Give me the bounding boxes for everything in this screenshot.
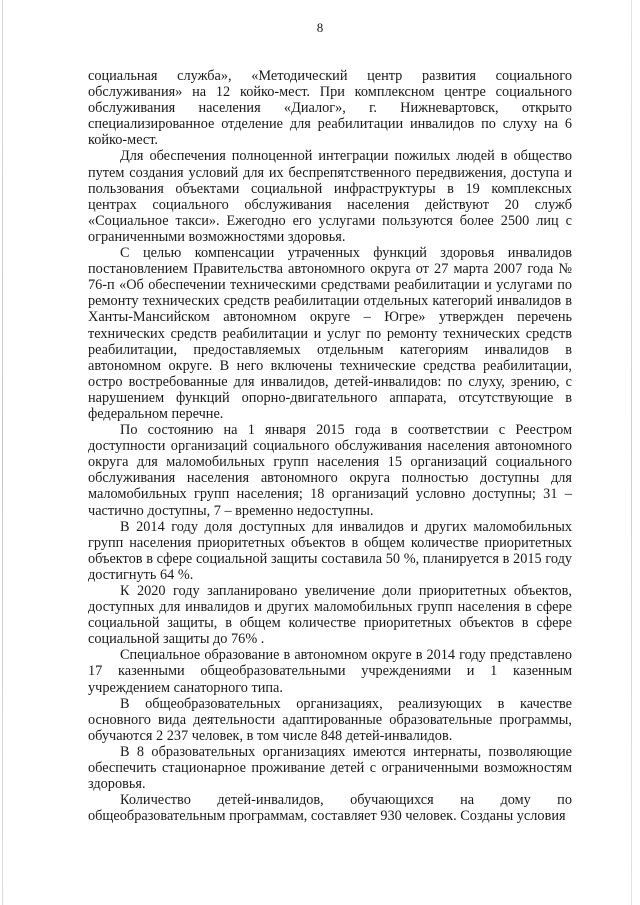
document-body <box>88 68 572 824</box>
paragraph-8: В общеобразовательных организациях, реализующих в качестве основного вида деятельности адаптированные образовательные программы, обучаются 2 237 человек, в том числе 848 детей-инвалидов. <box>88 695 572 744</box>
paragraph-4: По состоянию на 1 января 2015 года в соответствии с Реестром доступности организаций социального обслуживания населения автономного округа для маломобильных групп населения 15 организаций социального обслуживания населения автономного округа полностью доступны для маломобильных групп населения; 18 организаций условно доступны; 31 – частично доступны, 7 – временно недоступны. <box>88 422 572 519</box>
paragraph-6: К 2020 году запланировано увеличение доли приоритетных объектов, доступных для инвалидов и других маломобильных групп населения в сфере социальной защиты, в общем количестве приоритетных объектов в сфере социальной защиты до 76% . <box>88 583 572 648</box>
paragraph-9: В 8 образовательных организациях имеются интернаты, позволяющие обеспечить стационарное проживание детей с ограниченными возможностям здоровья. <box>88 743 572 793</box>
scan-edge-left <box>2 0 3 905</box>
paragraph-5: В 2014 году доля доступных для инвалидов и других маломобильных групп населения приоритетных объектов в общем количестве приоритетных объектов в сфере социальной защиты составила 50 %, планируется в 2015 году достигнуть 64 %. <box>88 518 572 583</box>
paragraph-1: социальная служба», «Методический центр развития социального обслуживания» на 12 койко-мест. При комплексном центре социального обслуживания населения «Диалог», г. Нижневартовск, открыто специализированное отделение для реабилитации инвалидов по слуху на 6 койко-мест. <box>88 68 572 149</box>
scan-edge-right <box>631 0 632 905</box>
page-number: 8 <box>316 20 324 35</box>
paragraph-10: Количество детей-инвалидов, обучающихся на дому по общеобразовательным программам, составляет 930 человек. Созданы условия <box>88 792 572 825</box>
paragraph-7: Специальное образование в автономном округе в 2014 году представлено 17 казенными общеобразовательными учреждениями и 1 казенным учреждением санаторного типа. <box>88 647 572 696</box>
paragraph-2: Для обеспечения полноценной интеграции пожилых людей в общество путем создания условий для их беспрепятственного передвижения, доступа и пользования объектами социальной инфраструктуры в 19 комплексных центрах социального обслуживания населения действуют 20 служб «Социальное такси». Ежегодно его услугами пользуются более 2500 лиц с ограниченными возможностями здоровья. <box>88 148 572 245</box>
paragraph-3: С целью компенсации утраченных функций здоровья инвалидов постановлением Правительства автономного округа от 27 марта 2007 года № 76-п «Об обеспечении техническими средствами реабилитации и услугами по ремонту технических средств реабилитации отдельных категорий инвалидов в Ханты-Мансийском автономном округе – Югре» утвержден перечень технических средств реабилитации и услуг по ремонту технических средств реабилитации, предоставляемых отдельным категориям инвалидов в автономном округе. В него включены технические средства реабилитации, остро востребованные для инвалидов, детей-инвалидов: по слуху, зрению, с нарушением функций опорно-двигательного аппарата, отсутствующие в федеральном перечне. <box>88 245 572 422</box>
